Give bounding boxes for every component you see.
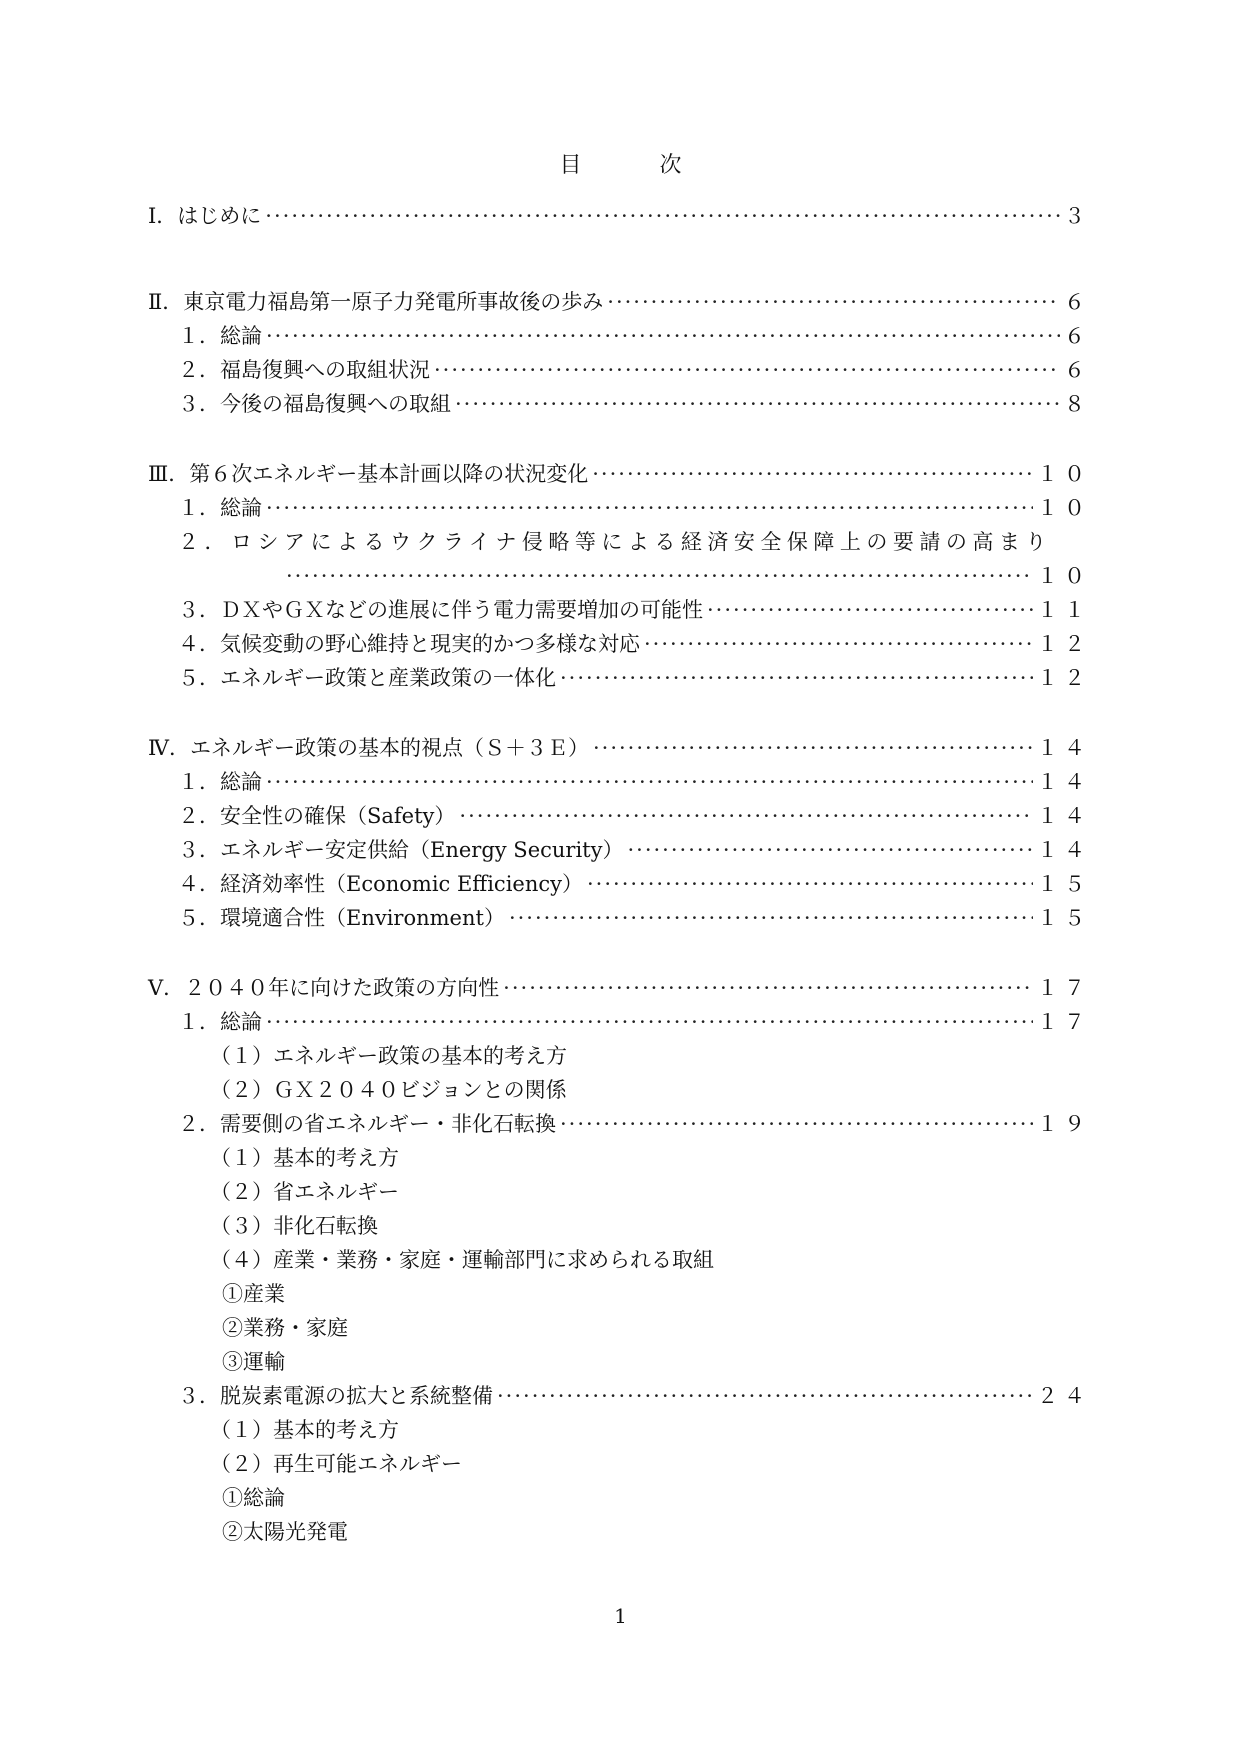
toc-entry[interactable] [222, 1312, 1091, 1344]
toc-entry-page: １５ [1037, 872, 1091, 896]
toc-entry[interactable] [178, 868, 1091, 900]
toc-entry-label: ②太陽光発電 [222, 1520, 348, 1544]
toc-entry-label: ①総論 [222, 1486, 285, 1510]
toc-entry[interactable] [210, 1210, 1091, 1242]
toc-entry-page: １０ [1037, 462, 1091, 486]
toc-entry[interactable] [210, 1244, 1091, 1276]
toc-entry[interactable] [210, 1142, 1091, 1174]
toc-entry-page: ６ [1064, 290, 1091, 314]
toc-entry-label: Ⅰ．はじめに [148, 204, 262, 228]
toc-entry[interactable] [178, 320, 1091, 352]
toc-entry[interactable] [178, 902, 1091, 934]
leader-dots [265, 200, 1060, 232]
toc-entry[interactable] [222, 1346, 1091, 1378]
toc-entry[interactable] [178, 800, 1091, 832]
toc-entry-label: １．総論 [178, 1010, 262, 1034]
toc-entry[interactable] [178, 594, 1091, 626]
leader-dots [266, 492, 1033, 524]
toc-entry[interactable] [222, 1482, 1091, 1514]
toc-entry-page: １７ [1037, 976, 1091, 1000]
leader-dots [266, 1006, 1033, 1038]
leader-dots [592, 458, 1033, 490]
toc-entry-label: ３．ＤＸやＧＸなどの進展に伴う電力需要増加の可能性 [178, 598, 703, 622]
leader-dots [560, 662, 1033, 694]
toc-entry-label: ２．福島復興への取組状況 [178, 358, 430, 382]
toc-entry[interactable] [210, 1074, 1091, 1106]
toc-entry-page: １２ [1037, 632, 1091, 656]
toc-entry-label: ③運輸 [222, 1350, 285, 1374]
toc-entry-page: １４ [1037, 736, 1091, 760]
toc-entry-continuation[interactable] [282, 560, 1091, 592]
toc-entry-page: １４ [1037, 770, 1091, 794]
toc-entry-label: １．総論 [178, 324, 262, 348]
leader-dots [627, 834, 1033, 866]
toc-entry-label: Ⅱ．東京電力福島第一原子力発電所事故後の歩み [148, 290, 604, 314]
leader-dots [266, 766, 1033, 798]
toc-entry[interactable] [178, 1380, 1091, 1412]
toc-entry[interactable] [210, 1040, 1091, 1072]
toc-entry[interactable] [178, 1006, 1091, 1038]
leader-dots [593, 732, 1033, 764]
leader-dots [459, 800, 1033, 832]
toc-entry-label: ４．経済効率性（Economic Efficiency） [178, 872, 583, 896]
toc-entry-label: （２）省エネルギー [210, 1180, 399, 1204]
toc-entry-label: ３．今後の福島復興への取組 [178, 392, 451, 416]
toc-entry-page: １４ [1037, 838, 1091, 862]
toc-entry[interactable] [178, 628, 1091, 660]
toc-entry[interactable] [178, 354, 1091, 386]
leader-dots [707, 594, 1033, 626]
toc-entry-page: １９ [1037, 1112, 1091, 1136]
leader-dots [497, 1380, 1033, 1412]
toc-entry-label: （１）エネルギー政策の基本的考え方 [210, 1044, 567, 1068]
toc-entry-label: ５．エネルギー政策と産業政策の一体化 [178, 666, 556, 690]
leader-dots [644, 628, 1033, 660]
toc-entry[interactable] [148, 286, 1091, 318]
toc-entry-label: ４．気候変動の野心維持と現実的かつ多様な対応 [178, 632, 640, 656]
leader-dots [455, 388, 1060, 420]
toc-entry-page: １７ [1037, 1010, 1091, 1034]
toc-entry-label: （１）基本的考え方 [210, 1418, 399, 1442]
toc-entry-label: （１）基本的考え方 [210, 1146, 399, 1170]
toc-entry-label: ３．脱炭素電源の拡大と系統整備 [178, 1384, 493, 1408]
toc-entry[interactable] [210, 1176, 1091, 1208]
toc-entry[interactable] [222, 1516, 1091, 1548]
toc-entry-label: ３．エネルギー安定供給（Energy Security） [178, 838, 624, 862]
leader-dots [587, 868, 1033, 900]
toc-entry[interactable] [178, 388, 1091, 420]
toc-entry-page: １４ [1037, 804, 1091, 828]
toc-entry-label: Ⅳ．エネルギー政策の基本的視点（Ｓ＋３Ｅ） [148, 736, 589, 760]
toc-entry-label: ①産業 [222, 1282, 285, 1306]
toc-entry[interactable] [222, 1278, 1091, 1310]
toc-entry[interactable] [148, 200, 1091, 232]
toc-entry-label: ２．ロシアによるウクライナ侵略等による経済安全保障上の要請の高まり [178, 530, 1052, 554]
toc-entry[interactable] [178, 766, 1091, 798]
leader-dots [434, 354, 1060, 386]
leader-dots [509, 902, 1033, 934]
toc-entry[interactable] [178, 526, 1091, 558]
toc-entry[interactable] [178, 662, 1091, 694]
toc-entry-label: （３）非化石転換 [210, 1214, 378, 1238]
toc-entry-label: ５．環境適合性（Environment） [178, 906, 505, 930]
toc-entry[interactable] [148, 972, 1091, 1004]
toc-entry-page: １５ [1037, 906, 1091, 930]
toc-entry-label: １．総論 [178, 770, 262, 794]
toc-entry[interactable] [210, 1448, 1091, 1480]
toc-entry[interactable] [178, 834, 1091, 866]
toc-entry-page: １２ [1037, 666, 1091, 690]
toc-entry-page: １０ [1037, 496, 1091, 520]
toc-entry[interactable] [210, 1414, 1091, 1446]
toc-entry-page: ８ [1064, 392, 1091, 416]
leader-dots [607, 286, 1060, 318]
toc-entry-page: ２４ [1037, 1384, 1091, 1408]
leader-dots [266, 320, 1060, 352]
toc-entry-label: ２．需要側の省エネルギー・非化石転換 [178, 1112, 556, 1136]
leader-dots [286, 560, 1033, 592]
toc-entry-page: ３ [1064, 204, 1091, 228]
toc-entry[interactable] [148, 458, 1091, 490]
toc-entry-label: Ⅲ．第６次エネルギー基本計画以降の状況変化 [148, 462, 589, 486]
toc-entry-page: １０ [1037, 564, 1091, 588]
page-number: 1 [614, 1604, 627, 1628]
toc-entry-label: （２）再生可能エネルギー [210, 1452, 462, 1476]
toc-entry-page: ６ [1064, 358, 1091, 382]
leader-dots [560, 1108, 1033, 1140]
toc-entry-label: ２．安全性の確保（Safety） [178, 804, 456, 828]
toc-entry-label: （２）ＧＸ２０４０ビジョンとの関係 [210, 1078, 567, 1102]
leader-dots [503, 972, 1033, 1004]
toc-entry-label: １．総論 [178, 496, 262, 520]
toc-entry-label: （４）産業・業務・家庭・運輸部門に求められる取組 [210, 1248, 714, 1272]
page-title: 目 次 [559, 153, 710, 178]
toc-entry-label: Ⅴ．２０４０年に向けた政策の方向性 [148, 976, 500, 1000]
toc-entry[interactable] [178, 1108, 1091, 1140]
toc-entry[interactable] [148, 732, 1091, 764]
toc-entry-label: ②業務・家庭 [222, 1316, 348, 1340]
toc-entry[interactable] [178, 492, 1091, 524]
toc-entry-page: １１ [1037, 598, 1091, 622]
toc-entry-page: ６ [1064, 324, 1091, 348]
